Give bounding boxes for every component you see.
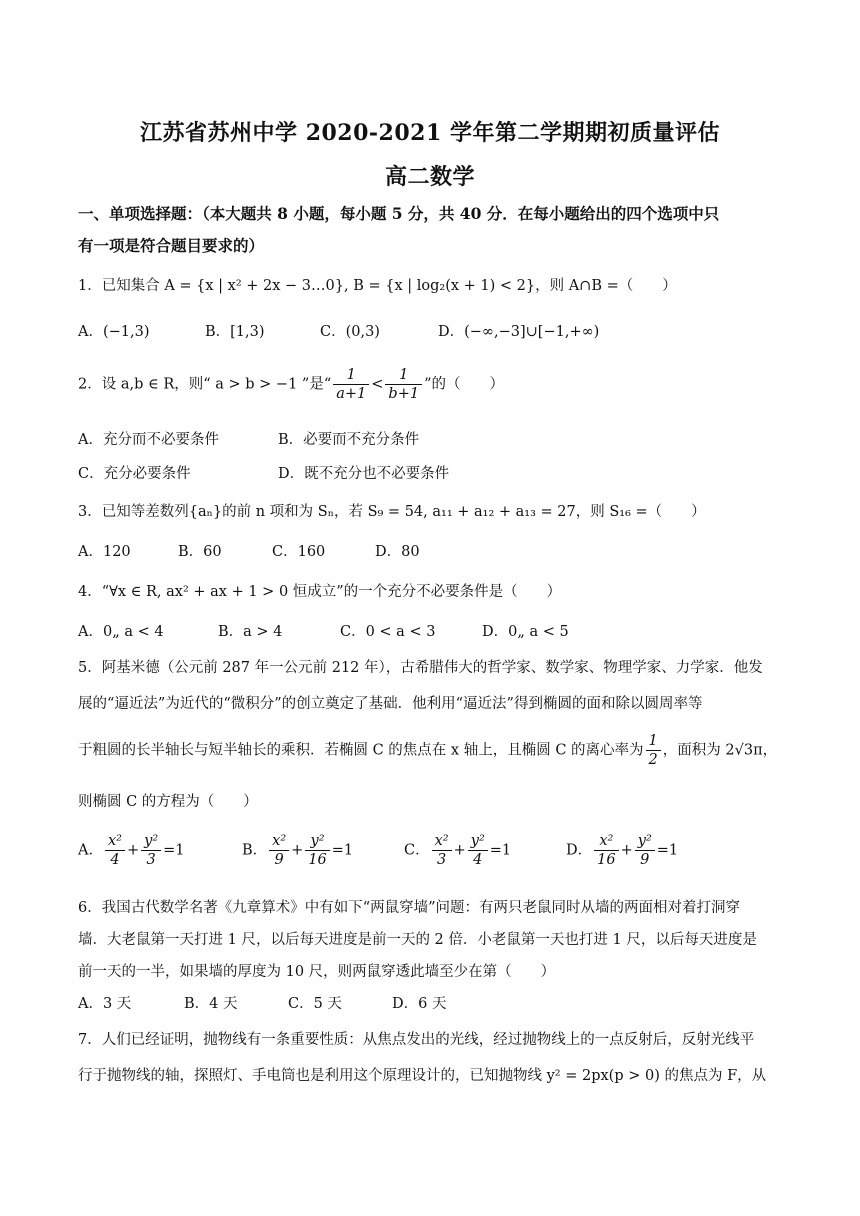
question-5-line-1: 5．阿基米德（公元前 287 年一公元前 212 年），古希腊伟大的哲学家、数学家、物理学家、力学家．他发 [78, 660, 763, 676]
q2-stem-pre: 2．设 a,b ∈ R，则“ a > b > −1 ”是“ [78, 376, 332, 393]
question-4-stem: 4．“∀x ∈ R, ax² + ax + 1 > 0 恒成立”的一个充分不必要条件是（ ） [78, 584, 562, 600]
q5-line3-pre: 于粗圆的长半轴长与短半轴长的乘积．若椭圆 C 的焦点在 x 轴上，且椭圆 C 的离心率为 [78, 742, 644, 759]
section-heading [78, 198, 788, 262]
q6-option-b: B．4 天 [184, 996, 238, 1012]
question-1-stem: 1．已知集合 A = {x | x² + 2x − 3…0}, B = {x | log₂(x + 1) < 2}，则 A∩B =（ ） [78, 278, 677, 294]
q6-option-c: C．5 天 [288, 996, 342, 1012]
q3-option-c: C．160 [272, 544, 326, 560]
question-3-stem: 3．已知等差数列{aₙ}的前 n 项和为 Sₙ，若 S₉ = 54, a₁₁ + a₁₂ + a₁₃ = 27，则 S₁₆ =（ ） [78, 504, 706, 520]
q5-eccentricity-fraction: $\frac{1}{2}$ [646, 732, 661, 769]
question-7-line-1: 7．人们已经证明，抛物线有一条重要性质：从焦点发出的光线，经过抛物线上的一点反射后，反射光线平 [78, 1032, 755, 1048]
q5-line3-post: ，面积为 2√3π， [662, 742, 778, 759]
question-6-line-1: 6．我国古代数学名著《九章算术》中有如下“两鼠穿墙”问题：有两只老鼠同时从墙的两面相对着打洞穿 [78, 900, 741, 916]
q5-option-a: A． $\frac{\text{x²}}{4}$ + $\frac{\text{y²}}{3}$ =1 [78, 833, 185, 868]
question-5-line-2: 展的“逼近法”为近代的“微积分”的创立奠定了基础．他利用“逼近法”得到椭圆的面和除以圆周率等 [78, 696, 703, 712]
exam-title: 江苏省苏州中学 2020-2021 学年第二学期期初质量评估 [140, 120, 720, 146]
q1-option-c: C．(0,3) [320, 324, 380, 340]
q1-option-d: D．(−∞,−3]∪[−1,+∞) [438, 324, 600, 340]
question-6-line-3: 前一天的一半，如果墙的厚度为 10 尺，则两鼠穿透此墙至少在第（ ） [78, 964, 556, 980]
question-5-line-3 [78, 732, 798, 769]
q2-option-c: C．充分必要条件 [78, 466, 191, 482]
q2-stem-post: ”的（ ） [424, 376, 505, 393]
q5-option-c: C． $\frac{\text{x²}}{3}$ + $\frac{\text{y²}}{4}$ =1 [404, 833, 512, 868]
q3-option-b: B．60 [178, 544, 222, 560]
q2-fraction-2: $\frac{1}{b+1}$ [385, 366, 422, 403]
q3-option-a: A．120 [78, 544, 131, 560]
question-7-line-2: 行于抛物线的轴，探照灯、手电筒也是利用这个原理设计的，已知抛物线 y² = 2px(p > 0) 的焦点为 F，从 [78, 1068, 767, 1084]
section-heading-line2: 有一项是符合题目要求的） [78, 236, 265, 255]
q5-option-b: B． $\frac{\text{x²}}{9}$ + $\frac{\text{y²}}{16}$ =1 [242, 833, 354, 868]
q4-option-b: B．a > 4 [218, 624, 283, 640]
exam-subtitle: 高二数学 [384, 164, 475, 190]
question-2-stem [78, 366, 798, 403]
q5-option-d: D． $\frac{\text{x²}}{16}$ + $\frac{\text{y²}}{9}$ =1 [566, 833, 679, 868]
section-heading-line1: 一、单项选择题：（本大题共 8 小题，每小题 5 分，共 40 分．在每小题给出的四个选项中只 [78, 204, 720, 223]
q4-option-c: C．0 < a < 3 [340, 624, 436, 640]
q2-option-b: B．必要而不充分条件 [278, 432, 420, 448]
question-5-line-4: 则椭圆 C 的方程为（ ） [78, 794, 258, 810]
q2-option-a: A．充分而不必要条件 [78, 432, 219, 448]
question-6-line-2: 墙．大老鼠第一天打进 1 尺，以后每天进度是前一天的 2 倍．小老鼠第一天也打进 1 尺，以后每天进度是 [78, 932, 757, 948]
q1-option-b: B．[1,3) [205, 324, 265, 340]
q1-option-a: A．(−1,3) [78, 324, 150, 340]
q6-option-a: A．3 天 [78, 996, 132, 1012]
q4-option-d: D．0„ a < 5 [482, 624, 569, 640]
q2-fraction-1: $\frac{1}{a+1}$ [333, 366, 369, 403]
q4-option-a: A．0„ a < 4 [78, 624, 164, 640]
q2-less-than: < [371, 376, 384, 393]
q3-option-d: D．80 [375, 544, 420, 560]
q2-option-d: D．既不充分也不必要条件 [278, 466, 450, 482]
q6-option-d: D．6 天 [392, 996, 447, 1012]
